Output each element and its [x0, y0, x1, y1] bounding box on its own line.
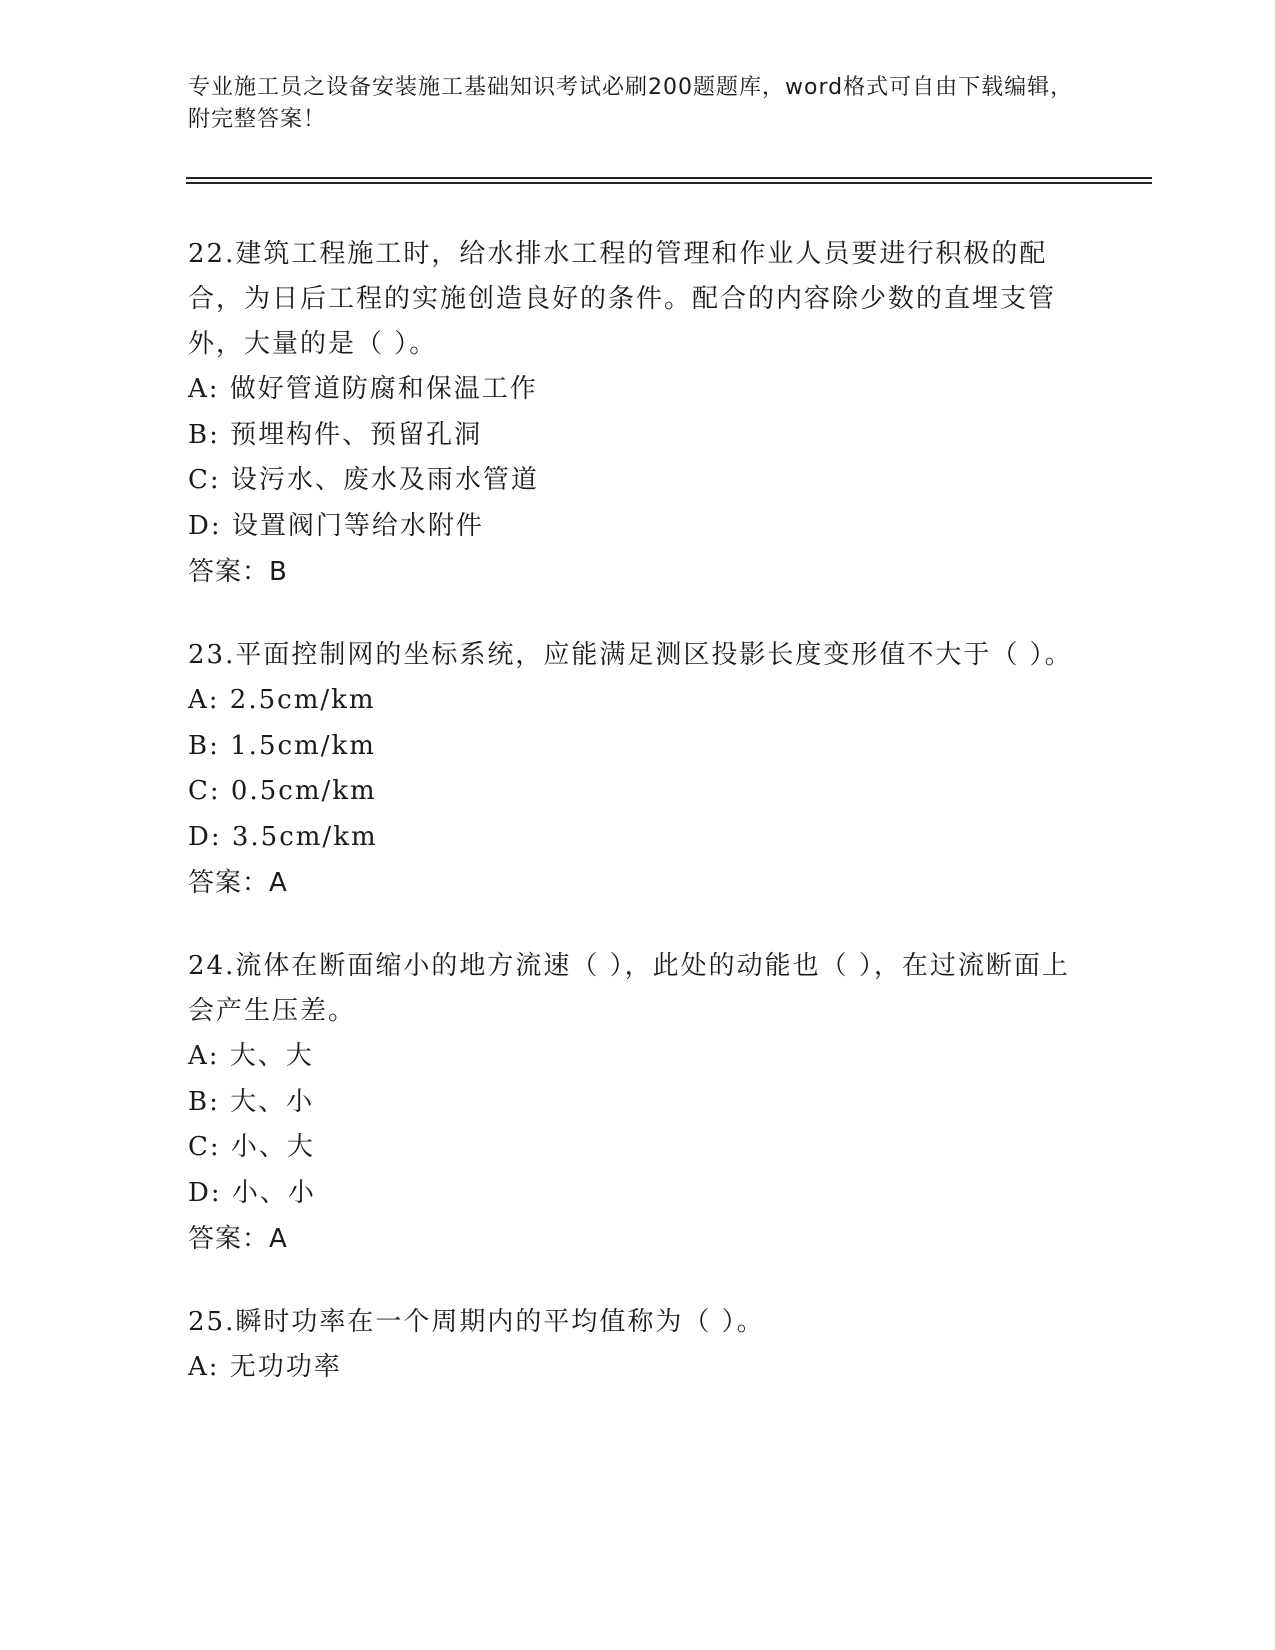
- option-d: D: 小、小: [188, 1177, 316, 1208]
- option-a: A: 做好管道防腐和保温工作: [188, 374, 538, 404]
- header-divider-top: [186, 177, 1152, 179]
- question-stem: 24.流体在断面缩小的地方流速（ ），此处的动能也（ ），在过流断面上会产生压差。: [188, 951, 1070, 1026]
- question-stem: 23.平面控制网的坐标系统，应能满足测区投影长度变形值不大于（ ）。: [188, 640, 1073, 670]
- option-d: D: 设置阀门等给水附件: [188, 510, 484, 541]
- option-a: A: 无功功率: [188, 1352, 342, 1382]
- option-c: C: 小、大: [188, 1132, 315, 1162]
- option-c: C: 0.5cm/km: [188, 776, 377, 806]
- option-b: B: 大、小: [188, 1086, 315, 1117]
- question-23: [188, 633, 1088, 906]
- question-stem: 22.建筑工程施工时，给水排水工程的管理和作业人员要进行积极的配合，为日后工程的实施创造良好的条件。配合的内容除少数的直埋支管外，大量的是（ ）。: [188, 239, 1057, 359]
- question-list: [188, 232, 1088, 1429]
- question-22: [188, 232, 1088, 595]
- answer-line: 答案：B: [188, 557, 288, 587]
- option-c: C: 设污水、废水及雨水管道: [188, 465, 539, 495]
- option-a: A: 2.5cm/km: [188, 685, 376, 715]
- option-b: B: 预埋构件、预留孔洞: [188, 419, 483, 450]
- option-a: A: 大、大: [188, 1041, 314, 1071]
- option-d: D: 3.5cm/km: [188, 821, 378, 852]
- answer-line: 答案：A: [188, 868, 288, 898]
- question-25: [188, 1300, 1088, 1391]
- answer-line: 答案：A: [188, 1224, 288, 1254]
- question-stem: 25.瞬时功率在一个周期内的平均值称为（ ）。: [188, 1307, 765, 1337]
- option-b: B: 1.5cm/km: [188, 730, 376, 761]
- document-header: 专业施工员之设备安装施工基础知识考试必刷200题题库，word格式可自由下载编辑，附完整答案！: [188, 75, 1074, 132]
- question-24: [188, 944, 1088, 1262]
- header-divider-bottom: [186, 182, 1152, 184]
